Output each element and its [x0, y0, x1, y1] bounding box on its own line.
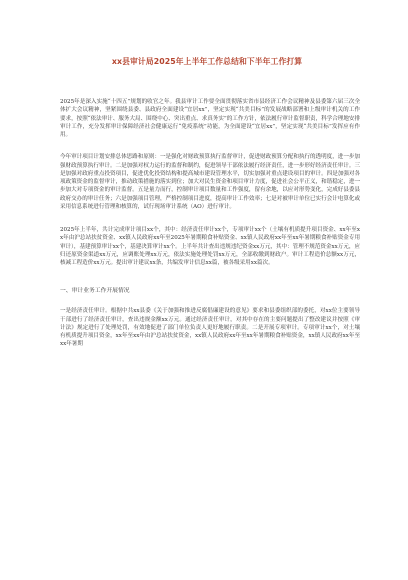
paragraph-principles: 今年审计项目计划安排总体思路和原则：一是强化对财政预算执行监督审计，促进财政预算分配和执行的透明度，进一步加强财政预算执行审计。二是加强对权力运行的监督和制约，促进领导干部依法履行经济责任，进一步形好经济责任审计。三是加强对政府重点投资项目，促进优化投资结构和提高城市建设管理水平，切实加强对重点建设项目的审计。四是加强对各项政策资金的监督审计，推动政策措施的落实到位；加大对民生资金和项目审计力度，促进社会公平正义，和谐稳定，进一步加大对专项资金的审计监督。五是量力而行，控制审计项目数量和工作强度，留有余地，以应对形势变化，完成好县委县政府交办的审计任务；六是加强项目管理，严格控制项目进度，提高审计工作效率；七是对被审计单位已实行会计电算化或采用信息系统进行管理和核算的，试行现场审计系统（AO）进行审计。	[60, 154, 360, 210]
paragraph-summary: 2025年上半年，共计完成审计项目xx个，其中：经济责任审计xx个，专项审计xx个（土壤有机质提升项目资金、xx年至xx年由沪总站扶贫资金、xx镇人民政府xx年至2025年暑期粮食补贴资金、xx镇人民政府xx年至xx年暑期粮食补贴资金专用审计），基建预算审计xx个，基建决算审计xx个。上半年共计查出违规违纪资金xx万元，其中：管理不规范资金xx万元，应归还原资金渠道xx万元，应调账处理xx万元，依法实施处理处罚xx万元，全部收缴到财政户。审计工程造价总额xx万元，核减工程造价xx万元。提出审计建议xx条，共编发审计信息xx篇，被各级采用xx篇次。	[60, 227, 360, 266]
document-title: xx县审计局2025年上半年工作总结和下半年工作打算	[111, 57, 303, 66]
paragraph-intro: 2025年是深入实施“十四五”规划的收官之年。我县审计工作要全面贯彻落实省市县经济工作会议精神及县委第六届三次全体扩大会议精神，坚紧围绕县委、县政府全面建设“宜居xx”，坚定实现“共美目标”的发展战略部署和上级审计机关的工作要求，按照“依法审计、服务大局、围绕中心、突出重点、求真务实”的工作方针，依法履行审计监督职责，科学合理地安排审计工作，充分发挥审计保障经济社会健康运行“免疫系统”功能，为全面建设“宜居xx”，坚定实现“共美目标”发挥应有作用。	[60, 99, 360, 138]
paragraph-audit-work: 一是经济责任审计。根据中共xx县委《关于加强和推进反腐倡廉建设的意见》要求和县委组织部的委托，对xx位主要领导干部进行了经济责任审计，查出违规金额xx万元。通过经济责任审计，对其中存在的主要问题提出了整改建议并按照《审计法》规定进行了处理处罚，有效地促进了部门单位负责人更好地履行职责。二是开展专项审计。专项审计xx个，对土壤有机质提升项目资金，xx年至xx年由沪总站扶贫资金，xx镇人民政府xx年至xx年暑期粮食补贴资金，xx镇人民政府xx年至xx年暑期	[60, 308, 360, 348]
section-heading: 一、审计业务工作开展情况	[60, 288, 130, 295]
